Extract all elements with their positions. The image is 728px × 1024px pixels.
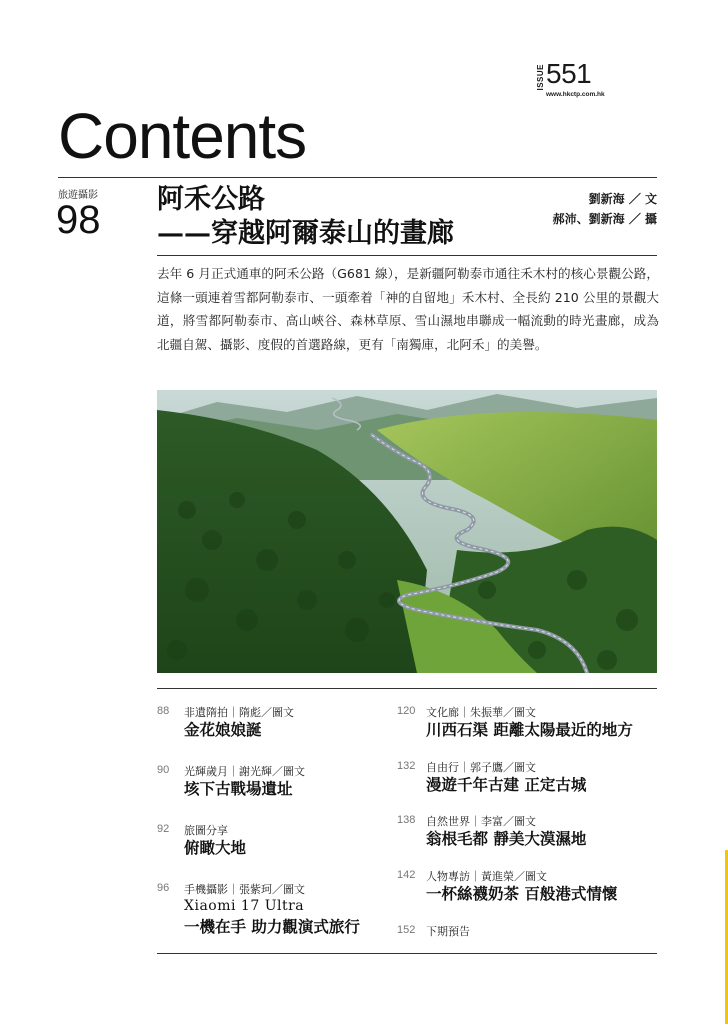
entry-title[interactable]: 漫遊千年古建 正定古城 xyxy=(426,775,587,794)
feature-page-number[interactable]: 98 xyxy=(56,198,101,242)
list-item[interactable] xyxy=(397,868,659,908)
entry-title[interactable]: 翁根毛都 靜美大漠濕地 xyxy=(426,829,587,848)
feature-intro: 去年 6 月正式通車的阿禾公路（G681 線），是新疆阿勒泰市通往禾木村的核心景觀公路，這條一頭連着雪都阿勒泰市、一頭牽着「神的自留地」禾木村、全長約 210 公里的景觀大道，將雪都阿勒泰市、高山峽谷、森林草原、雪山濕地串聯成一幅流動的時光畫廊，成為北疆自駕、攝影、度假的首選路線，更有「南獨庫，北阿禾」的美譽。 xyxy=(157,266,659,352)
list-item[interactable] xyxy=(397,813,659,853)
entry-title[interactable]: 一杯絲襪奶茶 百般港式情懷 xyxy=(426,884,618,903)
landscape-illustration xyxy=(157,390,657,673)
feature-credits xyxy=(553,189,657,229)
entry-page: 152 xyxy=(397,924,416,936)
entry-page: 142 xyxy=(397,869,416,881)
credit-text: 劉新海 ／ 文 xyxy=(588,192,657,206)
issue-url: www.hkctp.com.hk xyxy=(546,91,605,98)
entry-category: 旅圖分享 xyxy=(184,824,228,837)
list-item[interactable] xyxy=(397,759,659,799)
entry-page: 90 xyxy=(157,764,170,776)
divider-list-top xyxy=(157,688,657,689)
list-item[interactable] xyxy=(397,704,659,744)
entry-category: 自由行｜郭子鷹／圖文 xyxy=(426,761,536,774)
entry-category: 光輝歲月｜謝光輝／圖文 xyxy=(184,765,305,778)
entry-title[interactable]: 垓下古戰場遺址 xyxy=(184,779,293,798)
entry-page: 132 xyxy=(397,760,416,772)
issue-label: ISSUE xyxy=(536,64,545,91)
entry-page: 138 xyxy=(397,814,416,826)
entry-title[interactable]: 俯瞰大地 xyxy=(184,838,247,857)
credit-photo: 郝沛、劉新海 ／ 攝 xyxy=(552,212,657,226)
entry-category: 自然世界｜李富／圖文 xyxy=(426,815,536,828)
entry-category: 下期預告 xyxy=(426,925,470,938)
divider-list-bottom xyxy=(157,953,657,954)
list-item[interactable] xyxy=(157,763,377,803)
entry-category: 人物專訪｜黃進榮／圖文 xyxy=(426,870,547,883)
list-item[interactable] xyxy=(157,822,377,862)
entry-category: 手機攝影｜張紫珂／圖文 xyxy=(184,883,305,896)
issue-number: 551 xyxy=(546,58,592,89)
entry-title[interactable]: 一機在手 助力觀演式旅行 xyxy=(184,917,360,936)
divider-feature xyxy=(157,255,657,256)
entry-category: 非遺隋拍｜隋彪／圖文 xyxy=(184,706,294,719)
entry-title-english[interactable]: Xiaomi 17 Ultra xyxy=(184,898,305,914)
entry-title[interactable]: 川西石渠 距離太陽最近的地方 xyxy=(426,720,633,739)
entry-page: 92 xyxy=(157,823,170,835)
issue-block xyxy=(536,58,656,112)
page-title: Contents xyxy=(58,100,307,172)
entry-page: 96 xyxy=(157,882,170,894)
entry-page: 120 xyxy=(397,705,416,717)
divider-top xyxy=(58,177,657,178)
feature-title-sub[interactable]: ——穿越阿爾泰山的畫廊 xyxy=(157,218,454,249)
list-item[interactable] xyxy=(157,704,377,744)
list-item[interactable] xyxy=(397,923,659,943)
entry-page: 88 xyxy=(157,705,170,717)
feature-photo xyxy=(157,390,657,673)
list-item[interactable] xyxy=(157,881,392,941)
feature-category: 旅遊攝影 xyxy=(58,190,98,201)
feature-title-main[interactable]: 阿禾公路 xyxy=(157,184,265,215)
entry-category: 文化廊｜朱振華／圖文 xyxy=(426,706,536,719)
entry-title[interactable]: 金花娘娘誕 xyxy=(184,720,262,739)
